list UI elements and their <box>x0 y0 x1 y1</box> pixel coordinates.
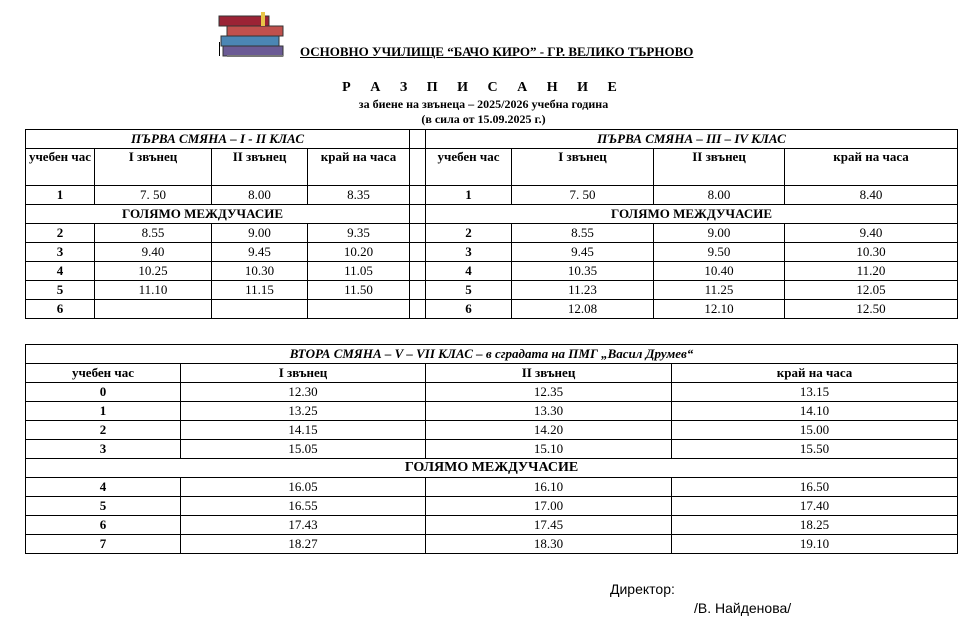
time-cell: 9.50 <box>654 243 785 262</box>
spacer-cell <box>410 281 426 300</box>
time-cell: 10.25 <box>95 262 212 281</box>
time-cell: 17.40 <box>672 497 958 516</box>
break-label: ГОЛЯМО МЕЖДУЧАСИЕ <box>26 459 958 478</box>
table-row <box>26 300 958 319</box>
time-cell: 16.55 <box>181 497 426 516</box>
time-cell: 19.10 <box>672 535 958 554</box>
time-cell: 14.15 <box>181 421 426 440</box>
period-cell: 1 <box>26 186 95 205</box>
period-cell: 5 <box>26 497 181 516</box>
time-cell: 18.27 <box>181 535 426 554</box>
time-cell: 12.05 <box>785 281 958 300</box>
time-cell: 9.00 <box>654 224 785 243</box>
time-cell: 12.08 <box>512 300 654 319</box>
spacer-cell <box>410 243 426 262</box>
table-row <box>26 516 958 535</box>
spacer-cell <box>410 130 426 149</box>
table-row <box>26 535 958 554</box>
time-cell: 11.25 <box>654 281 785 300</box>
table-row <box>26 281 958 300</box>
time-cell: 11.05 <box>308 262 410 281</box>
time-cell <box>212 300 308 319</box>
time-cell: 14.10 <box>672 402 958 421</box>
time-cell: 11.20 <box>785 262 958 281</box>
time-cell: 10.35 <box>512 262 654 281</box>
period-cell: 3 <box>26 440 181 459</box>
time-cell: 12.35 <box>426 383 672 402</box>
time-cell: 11.10 <box>95 281 212 300</box>
break-label-right: ГОЛЯМО МЕЖДУЧАСИЕ <box>426 205 958 224</box>
table-row <box>26 402 958 421</box>
time-cell: 13.25 <box>181 402 426 421</box>
table-row <box>26 478 958 497</box>
time-cell <box>95 300 212 319</box>
time-cell <box>308 300 410 319</box>
column-header: II звънец <box>426 364 672 383</box>
period-cell: 2 <box>26 421 181 440</box>
second-shift-table <box>25 344 958 554</box>
time-cell: 9.35 <box>308 224 410 243</box>
document-subtitle: за биене на звънеца – 2025/2026 учебна година <box>358 97 609 111</box>
table-row <box>26 186 958 205</box>
table-row <box>26 224 958 243</box>
time-cell: 9.00 <box>212 224 308 243</box>
time-cell: 9.45 <box>512 243 654 262</box>
column-header: учебен час <box>26 364 181 383</box>
time-cell: 16.05 <box>181 478 426 497</box>
period-cell: 7 <box>26 535 181 554</box>
books-icon <box>217 10 289 60</box>
period-cell: 6 <box>26 516 181 535</box>
column-header: учебен час <box>26 149 95 186</box>
column-header: учебен час <box>426 149 512 186</box>
first-shift-table <box>25 129 958 319</box>
break-row <box>26 459 958 478</box>
time-cell: 15.00 <box>672 421 958 440</box>
second-shift-column-headers <box>26 364 958 383</box>
time-cell: 10.20 <box>308 243 410 262</box>
valid-from: (в сила от 15.09.2025 г.) <box>421 112 546 126</box>
time-cell: 8.55 <box>512 224 654 243</box>
first-shift-column-headers <box>26 149 958 186</box>
period-cell: 5 <box>426 281 512 300</box>
time-cell: 9.40 <box>95 243 212 262</box>
period-cell: 3 <box>26 243 95 262</box>
first-shift-right-title: ПЪРВА СМЯНА – III – IV КЛАС <box>426 130 958 149</box>
period-cell: 1 <box>426 186 512 205</box>
time-cell: 15.10 <box>426 440 672 459</box>
document-header <box>0 0 967 130</box>
period-cell: 1 <box>26 402 181 421</box>
document-title: Р А З П И С А Н И Е <box>342 80 625 95</box>
time-cell: 12.30 <box>181 383 426 402</box>
spacer-cell <box>410 149 426 186</box>
time-cell: 11.50 <box>308 281 410 300</box>
time-cell: 13.30 <box>426 402 672 421</box>
table-row <box>26 262 958 281</box>
time-cell: 16.10 <box>426 478 672 497</box>
second-shift-title: ВТОРА СМЯНА – V – VII КЛАС – в сградата на ПМГ „Васил Друмев“ <box>26 345 958 364</box>
table-row <box>26 497 958 516</box>
period-cell: 3 <box>426 243 512 262</box>
column-header: край на часа <box>672 364 958 383</box>
time-cell: 15.05 <box>181 440 426 459</box>
signature-role: Директор: <box>610 581 675 597</box>
time-cell: 10.40 <box>654 262 785 281</box>
column-header: II звънец <box>654 149 785 186</box>
column-header: I звънец <box>181 364 426 383</box>
time-cell: 17.00 <box>426 497 672 516</box>
time-cell: 7. 50 <box>95 186 212 205</box>
time-cell: 8.55 <box>95 224 212 243</box>
period-cell: 2 <box>26 224 95 243</box>
text-cursor <box>219 42 220 56</box>
time-cell: 10.30 <box>785 243 958 262</box>
column-header: I звънец <box>512 149 654 186</box>
column-header: I звънец <box>95 149 212 186</box>
school-name: ОСНОВНО УЧИЛИЩЕ “БАЧО КИРО” - ГР. ВЕЛИКО ТЪРНОВО <box>300 44 694 59</box>
table-row <box>26 421 958 440</box>
time-cell: 11.23 <box>512 281 654 300</box>
table-row <box>26 243 958 262</box>
period-cell: 0 <box>26 383 181 402</box>
period-cell: 6 <box>26 300 95 319</box>
spacer-cell <box>410 300 426 319</box>
time-cell: 9.40 <box>785 224 958 243</box>
period-cell: 2 <box>426 224 512 243</box>
column-header: край на часа <box>785 149 958 186</box>
time-cell: 16.50 <box>672 478 958 497</box>
time-cell: 12.10 <box>654 300 785 319</box>
time-cell: 9.45 <box>212 243 308 262</box>
time-cell: 14.20 <box>426 421 672 440</box>
period-cell: 6 <box>426 300 512 319</box>
time-cell: 15.50 <box>672 440 958 459</box>
time-cell: 8.35 <box>308 186 410 205</box>
time-cell: 8.40 <box>785 186 958 205</box>
break-label-left: ГОЛЯМО МЕЖДУЧАСИЕ <box>26 205 410 224</box>
column-header: край на часа <box>308 149 410 186</box>
period-cell: 4 <box>426 262 512 281</box>
signature-name: /В. Найденова/ <box>694 600 792 616</box>
break-row <box>26 205 958 224</box>
time-cell: 12.50 <box>785 300 958 319</box>
time-cell: 11.15 <box>212 281 308 300</box>
time-cell: 17.43 <box>181 516 426 535</box>
period-cell: 4 <box>26 262 95 281</box>
first-shift-left-title: ПЪРВА СМЯНА – I - II КЛАС <box>26 130 410 149</box>
spacer-cell <box>410 186 426 205</box>
period-cell: 4 <box>26 478 181 497</box>
table-row <box>26 383 958 402</box>
spacer-cell <box>410 205 426 224</box>
time-cell: 8.00 <box>654 186 785 205</box>
period-cell: 5 <box>26 281 95 300</box>
spacer-cell <box>410 224 426 243</box>
time-cell: 10.30 <box>212 262 308 281</box>
time-cell: 13.15 <box>672 383 958 402</box>
time-cell: 18.30 <box>426 535 672 554</box>
spacer-cell <box>410 262 426 281</box>
time-cell: 7. 50 <box>512 186 654 205</box>
table-row <box>26 440 958 459</box>
time-cell: 18.25 <box>672 516 958 535</box>
column-header: II звънец <box>212 149 308 186</box>
time-cell: 17.45 <box>426 516 672 535</box>
time-cell: 8.00 <box>212 186 308 205</box>
